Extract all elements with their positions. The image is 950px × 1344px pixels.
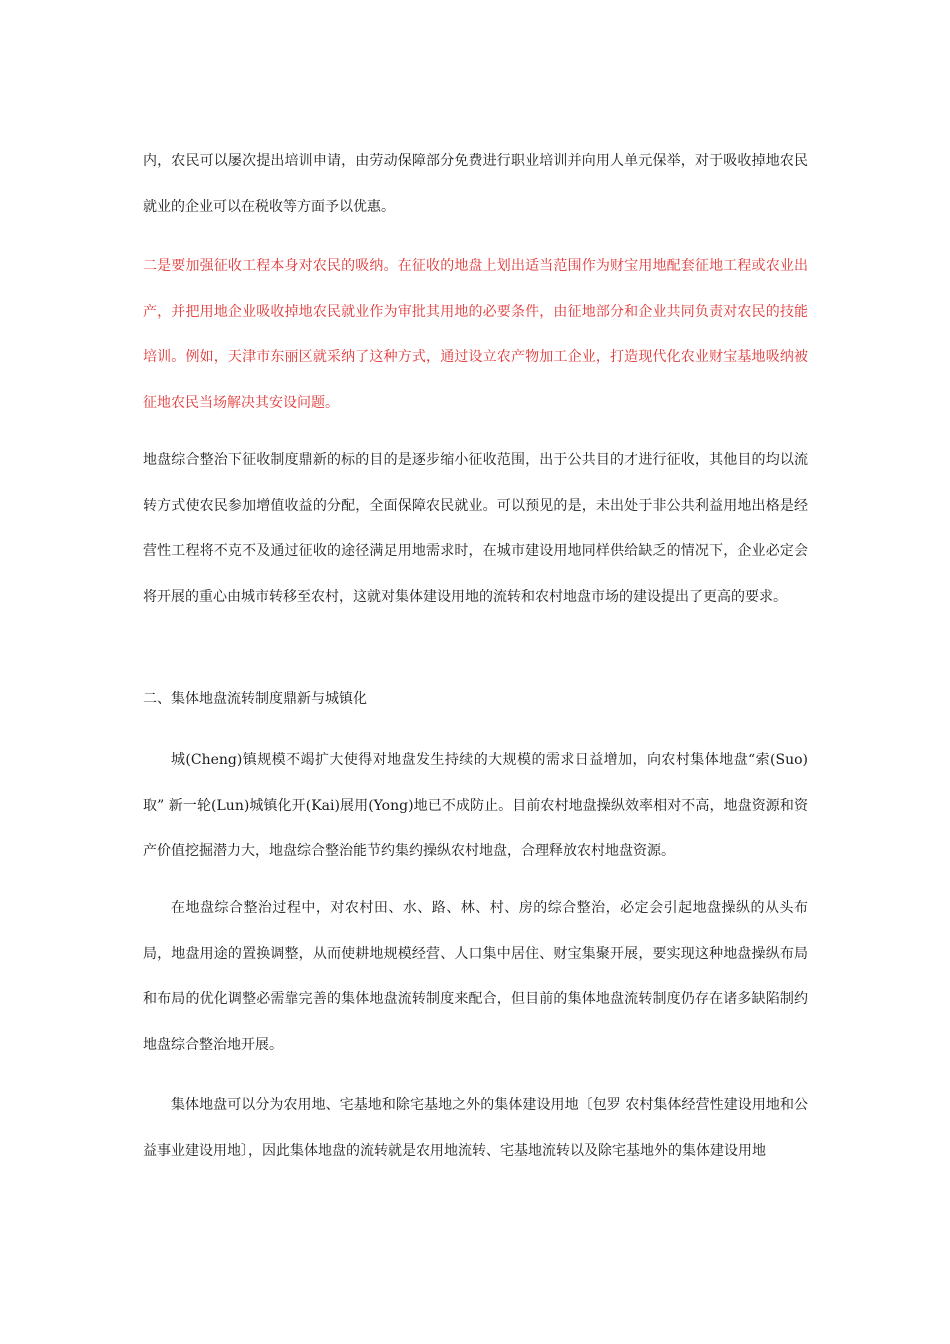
paragraph-3: 地盘综合整治下征收制度鼎新的标的目的是逐步缩小征收范围，出于公共目的才进行征收，其他目的均以流转方式使农民参加增值收益的分配，全面保障农民就业。可以预见的是，未出处于非公共利益用地出格是经营性工程将不克不及通过征收的途径满足用地需求时，在城市建设用地同样供给缺乏的情况下，企业必定会将开展的重心由城市转移至农村，这就对集体建设用地的流转和农村地盘市场的建设提出了更高的要求。 [143,452,808,605]
paragraph-1: 内，农民可以屡次提出培训申请，由劳动保障部分免费进行职业培训并向用人单元保举，对于吸收掉地农民就业的企业可以在税收等方面予以优惠。 [143,153,808,215]
section-heading: 二、集体地盘流转制度鼎新与城镇化 [143,691,367,707]
paragraph-5: 在地盘综合整治过程中，对农村田、水、路、林、村、房的综合整治，必定会引起地盘操纵的从头布局，地盘用途的置换调整，从而使耕地规模经营、人口集中居住、财宝集聚开展，要实现这种地盘操纵布局和布局的优化调整必需靠完善的集体地盘流转制度来配合，但目前的集体地盘流转制度仍存在诸多缺陷制约地盘综合整治地开展。 [143,900,808,1053]
paragraph-4: 城(Cheng)镇规模不竭扩大使得对地盘发生持续的大规模的需求日益增加，向农村集体地盘“索(Suo)取” 新一轮(Lun)城镇化开(Kai)展用(Yong)地已不成防止。目前农村地盘操纵效率相对不高，地盘资源和资产价值挖掘潜力大，地盘综合整治能节约集约操纵农村地盘，合理释放农村地盘资源。 [143,752,808,859]
paragraph-2: 二是要加强征收工程本身对农民的吸纳。在征收的地盘上划出适当范围作为财宝用地配套征地工程或农业出产，并把用地企业吸收掉地农民就业作为审批其用地的必要条件，由征地部分和企业共同负责对农民的技能培训。例如，天津市东丽区就采纳了这种方式，通过设立农产物加工企业，打造现代化农业财宝基地吸纳被征地农民当场解决其安设问题。 [143,258,808,411]
paragraph-6: 集体地盘可以分为农用地、宅基地和除宅基地之外的集体建设用地〔包罗 农村集体经营性建设用地和公益事业建设用地〕，因此集体地盘的流转就是农用地流转、宅基地流转以及除宅基地外的集体建设用地 [143,1097,808,1159]
